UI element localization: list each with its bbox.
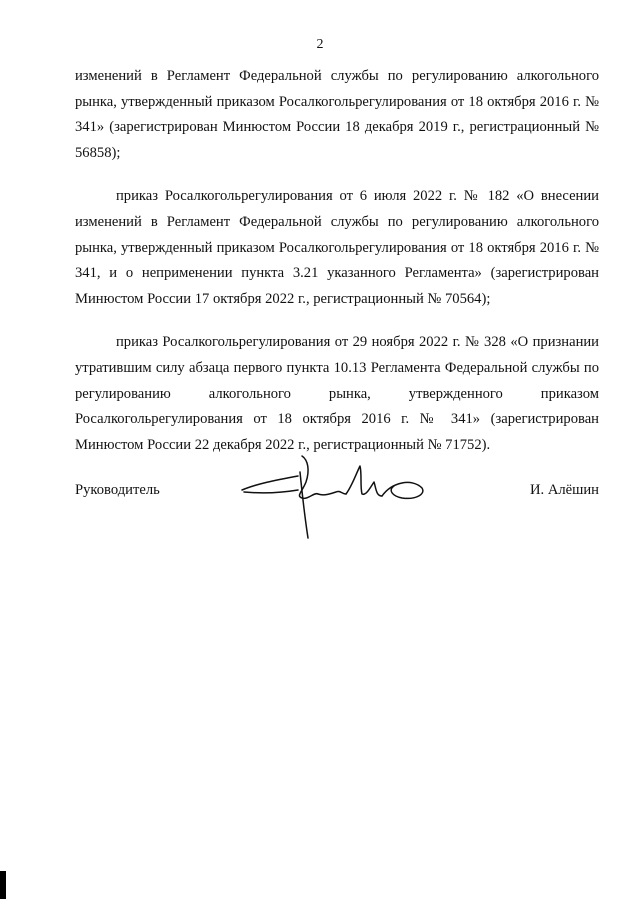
- handwritten-signature: [236, 452, 436, 542]
- signatory-title: Руководитель: [75, 482, 160, 498]
- paragraph-continuation: изменений в Регламент Федеральной службы по регулированию алкогольного рынка, утвержденный приказом Росалкогольрегулирования от 18 октября 2016 г. № 341» (зарегистрирован Минюстом России 18 декабря 2019 г., регистрационный № 56858);: [75, 68, 599, 161]
- document-body: [75, 64, 599, 458]
- signatory-name: И. Алёшин: [530, 482, 599, 498]
- page-number: 2: [316, 37, 324, 52]
- paragraph-order-182: приказ Росалкогольрегулирования от 6 июля 2022 г. № 182 «О внесении изменений в Регламент Федеральной службы по регулированию алкогольного рынка, утвержденный приказом Росалкогольрегулирования от 18 октября 2016 г. № 341, и о неприменении пункта 3.21 указанного Регламента» (зарегистрирован Минюстом России 17 октября 2022 г., регистрационный № 70564);: [75, 188, 599, 307]
- paragraph-order-328: приказ Росалкогольрегулирования от 29 ноября 2022 г. № 328 «О признании утратившим силу абзаца первого пункта 10.13 Регламента Федеральной службы по регулированию алкогольного рынка, утвержденного приказом Росалкогольрегулирования от 18 октября 2016 г. № 341» (зарегистрирован Минюстом России 22 декабря 2022 г., регистрационный № 71752).: [75, 334, 599, 453]
- scan-edge-mark: [0, 871, 6, 899]
